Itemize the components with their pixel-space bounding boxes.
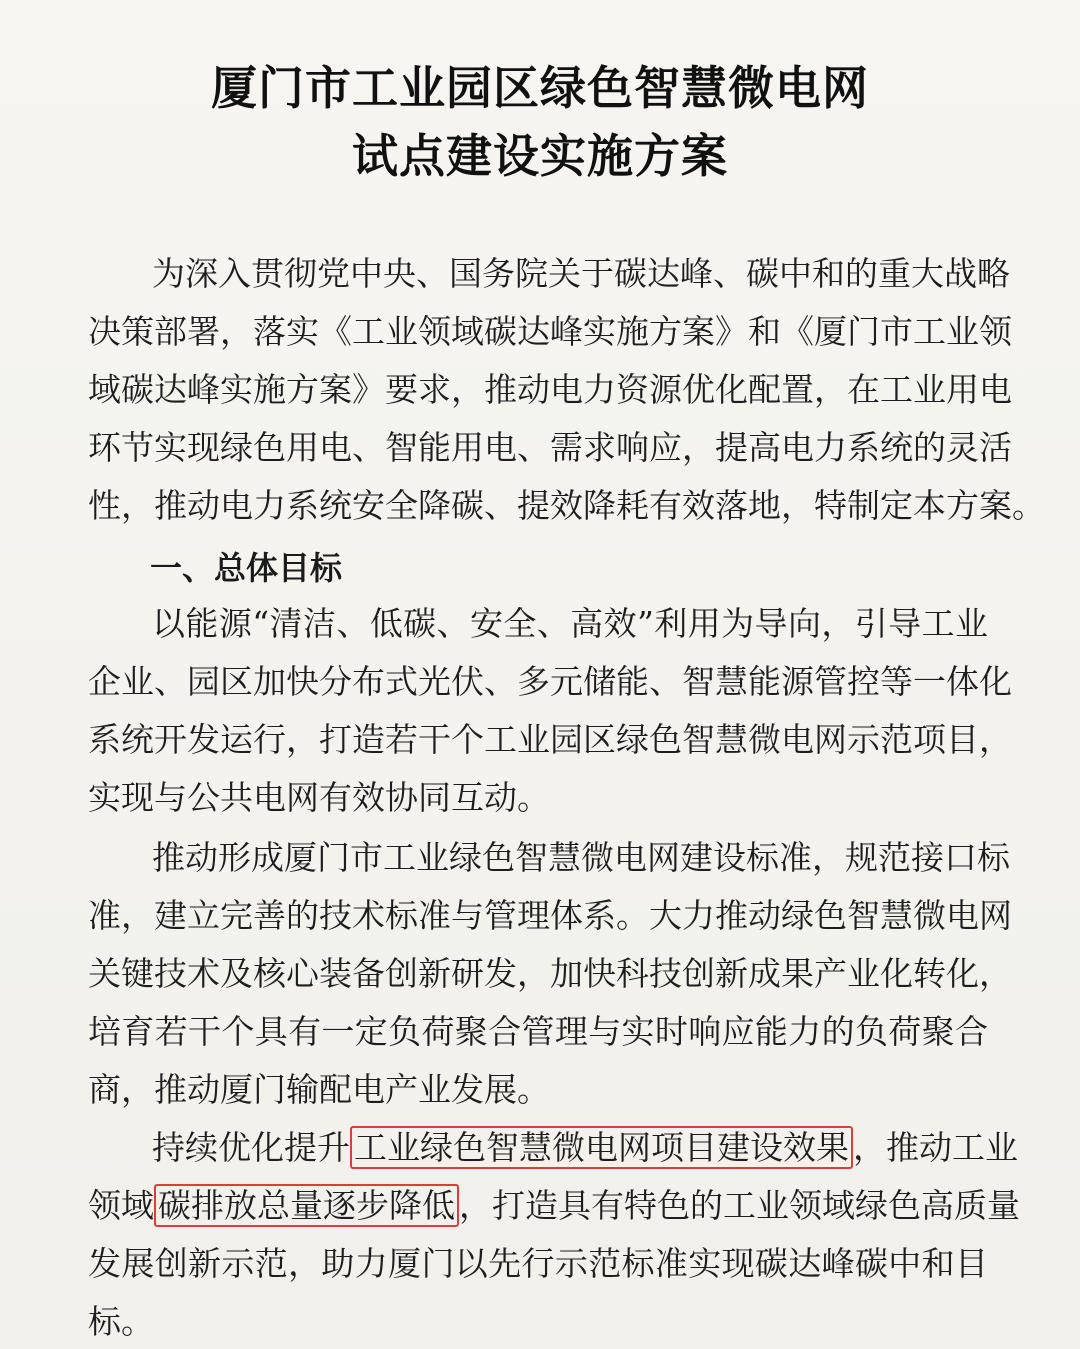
section-heading: 一、总体目标 (150, 549, 343, 587)
paragraph-1-line-4: 环节实现绿色用电、智能用电、需求响应，提高电力系统的灵活 (88, 428, 1012, 467)
paragraph-4-text: ，打造具有特色的工业领域绿色高质量 (459, 1186, 1020, 1225)
paragraph-3-line-1: 推动形成厦门市工业绿色智慧微电网建设标准，规范接口标 (152, 838, 1010, 877)
paragraph-1-line-5: 性，推动电力系统安全降碳、提效降耗有效落地，特制定本方案。 (88, 486, 1045, 525)
paragraph-3-line-2: 准，建立完善的技术标准与管理体系。大力推动绿色智慧微电网 (88, 896, 1012, 935)
paragraph-1-line-2: 决策部署，落实《工业领域碳达峰实施方案》和《厦门市工业领 (88, 312, 1012, 351)
paragraph-4-line-3: 发展创新示范，助力厦门以先行示范标准实现碳达峰碳中和目 (88, 1244, 988, 1283)
paragraph-3-line-3: 关键技术及核心装备创新研发，加快科技创新成果产业化转化， (88, 954, 1012, 993)
paragraph-4-text: 持续优化提升 (152, 1128, 350, 1167)
paragraph-2-line-4: 实现与公共电网有效协同互动。 (88, 778, 550, 817)
paragraph-4-line-2 (88, 1180, 1020, 1227)
paragraph-4-text: ，推动工业 (853, 1128, 1018, 1167)
paragraph-1-line-1: 为深入贯彻党中央、国务院关于碳达峰、碳中和的重大战略 (152, 254, 1010, 293)
paragraph-4-text: 领域 (88, 1186, 154, 1225)
paragraph-4-line-4: 标。 (88, 1302, 154, 1341)
paragraph-3-line-4: 培育若干个具有一定负荷聚合管理与实时响应能力的负荷聚合 (88, 1012, 988, 1051)
highlight-box-project-effect: 工业绿色智慧微电网项目建设效果 (350, 1126, 853, 1169)
paragraph-2-line-3: 系统开发运行，打造若干个工业园区绿色智慧微电网示范项目， (88, 720, 1012, 759)
highlight-box-carbon-reduction: 碳排放总量逐步降低 (154, 1184, 459, 1227)
paragraph-4-line-1 (152, 1122, 1018, 1169)
paragraph-3-line-5: 商，推动厦门输配电产业发展。 (88, 1070, 550, 1109)
paragraph-2-line-1: 以能源“清洁、低碳、安全、高效”利用为导向，引导工业 (152, 604, 988, 643)
document-title-line-2: 试点建设实施方案 (352, 129, 728, 183)
paragraph-1-line-3: 域碳达峰实施方案》要求，推动电力资源优化配置，在工业用电 (88, 370, 1012, 409)
document-title-line-1: 厦门市工业园区绿色智慧微电网 (211, 61, 869, 115)
paragraph-2-line-2: 企业、园区加快分布式光伏、多元储能、智慧能源管控等一体化 (88, 662, 1012, 701)
